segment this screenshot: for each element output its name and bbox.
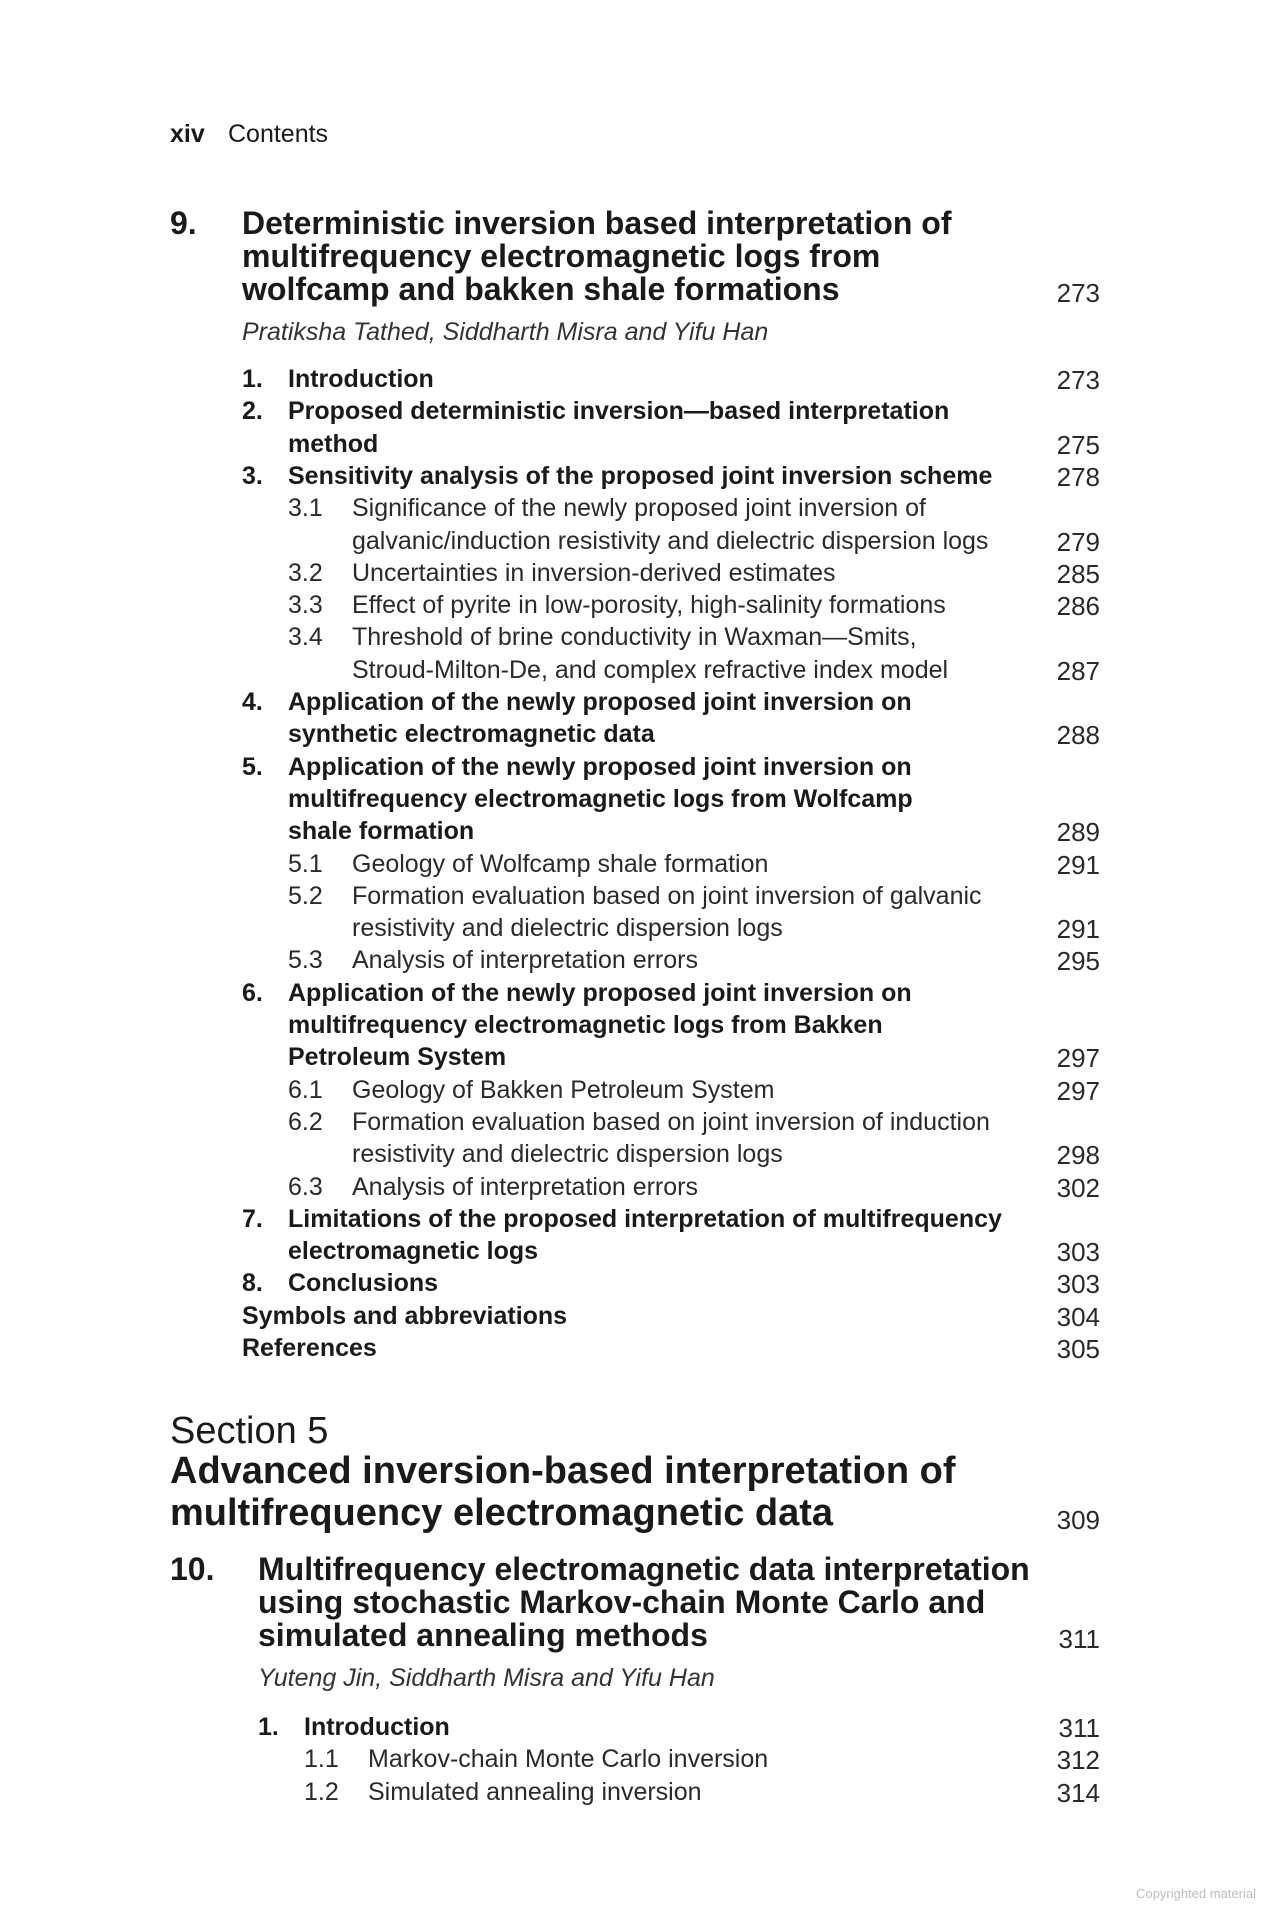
- chapter9-entry-number: 5.2: [288, 881, 323, 910]
- chapter9-entry-page: 297: [1056, 1043, 1100, 1074]
- chapter9-entry-page: 287: [1056, 655, 1100, 686]
- chapter9-entry-number: 3.1: [288, 494, 323, 523]
- chapter9-entry-title[interactable]: References: [242, 1334, 377, 1362]
- chapter-9-title-line-3[interactable]: wolfcamp and bakken shale formations: [242, 271, 840, 307]
- chapter9-entry-number: 8.: [242, 1269, 263, 1298]
- chapter9-entry-title[interactable]: Formation evaluation based on joint inversion of galvanic: [352, 881, 982, 910]
- chapter9-entry-title[interactable]: electromagnetic logs: [288, 1237, 539, 1266]
- section-5-title-line-1[interactable]: Advanced inversion-based interpretation of: [170, 1450, 956, 1492]
- chapter9-entry-title[interactable]: Geology of Bakken Petroleum System: [352, 1075, 775, 1104]
- chapter10-entry-title[interactable]: Simulated annealing inversion: [368, 1777, 702, 1806]
- chapter-9-number: 9.: [170, 205, 197, 241]
- chapter9-entry-number: 3.3: [288, 591, 323, 620]
- chapter9-entry-number: 3.4: [288, 623, 323, 652]
- chapter9-entry-number: 6.1: [288, 1075, 323, 1104]
- chapter9-entry-title[interactable]: Application of the newly proposed joint inversion on: [288, 688, 912, 716]
- chapter9-entry-page: 279: [1056, 526, 1100, 557]
- chapter9-entry-number: 5.: [242, 752, 263, 781]
- chapter9-entry-title[interactable]: Sensitivity analysis of the proposed joint inversion scheme: [288, 461, 993, 490]
- chapter9-entry-number: 6.2: [288, 1107, 323, 1136]
- chapter-9-authors: Pratiksha Tathed, Siddharth Misra and Yifu Han: [242, 318, 769, 346]
- chapter9-entry-page: 303: [1056, 1237, 1100, 1268]
- chapter9-entry-title[interactable]: multifrequency electromagnetic logs from Wolfcamp: [288, 784, 913, 813]
- chapter10-entry-page: 312: [1056, 1745, 1100, 1776]
- chapter9-entry-page: 286: [1056, 591, 1100, 622]
- chapter9-entry-title[interactable]: multifrequency electromagnetic logs from Bakken: [288, 1011, 883, 1039]
- chapter9-entry-page: 285: [1056, 558, 1100, 589]
- chapter9-entry-title[interactable]: Analysis of interpretation errors: [352, 946, 698, 975]
- chapter9-entry-title[interactable]: Petroleum System: [288, 1043, 507, 1072]
- chapter9-entry-title[interactable]: resistivity and dielectric dispersion logs: [352, 914, 783, 943]
- chapter9-entry-page: 297: [1056, 1075, 1100, 1106]
- chapter9-entry-number: 7.: [242, 1204, 263, 1233]
- chapter9-entry-title[interactable]: method: [288, 429, 379, 458]
- chapter9-entry-page: 302: [1056, 1172, 1100, 1203]
- chapter9-entry-page: 273: [1056, 365, 1100, 395]
- chapter9-entry-title[interactable]: Proposed deterministic inversion—based interpretation: [288, 397, 950, 426]
- chapter10-entry-page: 314: [1056, 1777, 1100, 1808]
- chapter9-entry-title[interactable]: resistivity and dielectric dispersion logs: [352, 1140, 783, 1169]
- chapter9-entry-title[interactable]: Symbols and abbreviations: [242, 1301, 568, 1330]
- chapter9-entry-title[interactable]: Application of the newly proposed joint inversion on: [288, 752, 912, 781]
- chapter-9-title-line-1[interactable]: Deterministic inversion based interpretation of: [242, 205, 952, 241]
- chapter9-entry-page: 305: [1056, 1334, 1100, 1364]
- chapter9-entry-title[interactable]: Introduction: [288, 365, 434, 393]
- chapter9-entry-page: 298: [1056, 1140, 1100, 1171]
- chapter9-entry-title[interactable]: Analysis of interpretation errors: [352, 1172, 698, 1201]
- chapter9-entry-number: 1.: [242, 365, 263, 393]
- chapter-10-number: 10.: [170, 1551, 215, 1587]
- chapter9-entry-title[interactable]: Geology of Wolfcamp shale formation: [352, 849, 769, 878]
- chapter9-entry-title[interactable]: Effect of pyrite in low-porosity, high-salinity formations: [352, 591, 946, 620]
- chapter9-entry-title[interactable]: Stroud-Milton-De, and complex refractive index model: [352, 655, 949, 684]
- chapter10-entry-number: 1.1: [304, 1745, 339, 1774]
- chapter9-entry-page: 288: [1056, 720, 1100, 751]
- chapter9-entry-page: 304: [1056, 1301, 1100, 1332]
- copyright-watermark: Copyrighted material: [1136, 1886, 1256, 1901]
- chapter9-entry-number: 4.: [242, 688, 263, 716]
- chapter-10-title-line-1[interactable]: Multifrequency electromagnetic data interpretation: [258, 1551, 1030, 1587]
- chapter9-entry-number: 2.: [242, 397, 263, 426]
- chapter9-entry-page: 278: [1056, 461, 1100, 492]
- chapter9-entry-page: 295: [1056, 946, 1100, 977]
- chapter9-entry-title[interactable]: Threshold of brine conductivity in Waxman—Smits,: [352, 623, 917, 652]
- chapter10-entry-number: 1.: [258, 1713, 279, 1741]
- chapter9-entry-title[interactable]: galvanic/induction resistivity and dielectric dispersion logs: [352, 526, 989, 555]
- chapter-10-authors: Yuteng Jin, Siddharth Misra and Yifu Han: [258, 1664, 715, 1692]
- chapter9-entry-number: 6.: [242, 978, 263, 1007]
- chapter9-entry-number: 3.2: [288, 558, 323, 587]
- chapter9-entry-page: 291: [1056, 849, 1100, 880]
- chapter9-entry-title[interactable]: synthetic electromagnetic data: [288, 720, 655, 749]
- chapter-10-title-line-2[interactable]: using stochastic Markov-chain Monte Carlo and: [258, 1584, 986, 1620]
- chapter-9-page: 273: [1056, 278, 1100, 308]
- chapter9-entry-title[interactable]: Uncertainties in inversion-derived estimates: [352, 558, 836, 587]
- chapter9-entry-page: 291: [1056, 914, 1100, 945]
- running-header-title: Contents: [228, 120, 329, 148]
- chapter9-entry-number: 3.: [242, 461, 263, 490]
- chapter10-entry-number: 1.2: [304, 1777, 339, 1806]
- section-5-label: Section 5: [170, 1410, 329, 1452]
- chapter9-entry-title[interactable]: Formation evaluation based on joint inversion of induction: [352, 1107, 990, 1136]
- chapter9-entry-number: 5.3: [288, 946, 323, 975]
- chapter9-entry-title[interactable]: Significance of the newly proposed joint inversion of: [352, 494, 926, 523]
- chapter10-entry-page: 311: [1058, 1713, 1100, 1743]
- chapter10-entry-title[interactable]: Introduction: [304, 1713, 450, 1741]
- page-number: xiv: [170, 120, 205, 148]
- chapter9-entry-page: 303: [1056, 1269, 1100, 1300]
- chapter9-entry-page: 289: [1056, 817, 1100, 848]
- chapter9-entry-number: 6.3: [288, 1172, 323, 1201]
- chapter9-entry-title[interactable]: Limitations of the proposed interpretation of multifrequency: [288, 1204, 1002, 1233]
- chapter-9-title-line-2[interactable]: multifrequency electromagnetic logs from: [242, 238, 881, 274]
- chapter9-entry-title[interactable]: Conclusions: [288, 1269, 439, 1298]
- chapter9-entry-page: 275: [1056, 429, 1100, 460]
- chapter9-entry-title[interactable]: Application of the newly proposed joint inversion on: [288, 978, 912, 1007]
- section-5-title-line-2[interactable]: multifrequency electromagnetic data: [170, 1492, 834, 1534]
- chapter-10-page: 311: [1058, 1624, 1100, 1654]
- chapter-10-title-line-3[interactable]: simulated annealing methods: [258, 1617, 708, 1653]
- chapter10-entry-title[interactable]: Markov-chain Monte Carlo inversion: [368, 1745, 769, 1774]
- section-5-page: 309: [1056, 1505, 1100, 1535]
- chapter9-entry-number: 5.1: [288, 849, 323, 878]
- chapter9-entry-title[interactable]: shale formation: [288, 817, 475, 846]
